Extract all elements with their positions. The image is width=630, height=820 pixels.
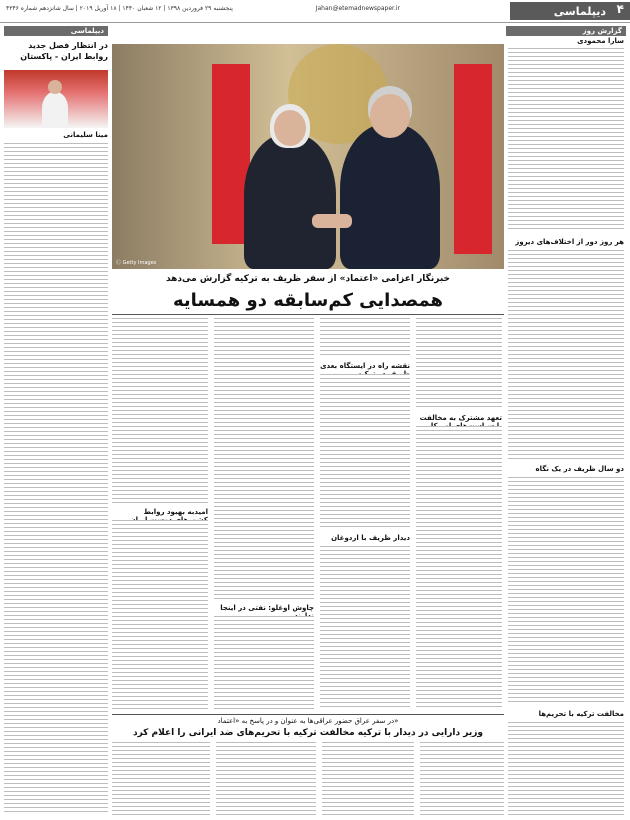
main-col3-text-2 (214, 616, 314, 710)
speaker-face (48, 80, 62, 94)
person-left-face (274, 110, 306, 146)
person-right-face (370, 94, 410, 138)
main-subhead-4: امیدبه بهبود روابط (143, 508, 208, 516)
main-subhead-2: تعهد مشترک به مخالفت (419, 414, 502, 422)
left-column-text (4, 143, 108, 815)
flag-right (454, 64, 492, 254)
section-name: دیپلماسی (553, 4, 606, 18)
right-column-text-4 (508, 722, 624, 816)
person-right-body (340, 124, 440, 269)
email: Jahan@etemadnewspaper.ir (315, 5, 400, 12)
date-line: پنجشنبه ۲۹ فروردین ۱۳۹۸ | ۱۲ شعبان ۱۴۴۰ | ۱۸ آوریل ۲۰۱۹ | سال شانزدهم شماره ۴۳۴۶ (6, 5, 233, 12)
left-column-photo (4, 70, 108, 128)
main-photo (112, 44, 504, 269)
photo-credit: Ⓒ Getty Images (116, 260, 157, 266)
right-column-author: سارا محمودی (577, 37, 624, 45)
bottom-kicker: در سفر عراق حضور عراقی‌ها به عنوان و در پاسخ به «اعتماد» (217, 717, 399, 725)
right-column-text-2 (508, 250, 624, 460)
main-col2-text (320, 318, 410, 358)
masthead (0, 0, 630, 23)
main-subhead-3: دیدار ظریف با اردوغان (331, 534, 410, 542)
page-number: ۴ (616, 2, 624, 16)
main-kicker: خبرنگار اعزامی «اعتماد» از سفر ظریف به ترکیه گزارش می‌دهد (165, 274, 451, 284)
left-column-author: مینا سلیمانی (63, 131, 108, 139)
main-col4-text (112, 318, 208, 504)
main-col1-text (416, 318, 502, 410)
main-col3-text (214, 318, 314, 600)
section-tag (510, 2, 630, 20)
bottom-col1-text (420, 742, 504, 816)
bottom-col3-text (216, 742, 316, 816)
right-subhead-3: مخالفت ترکیه با تحریم‌ها (538, 710, 624, 718)
main-col4-text-2 (112, 520, 208, 710)
main-subhead-1: نقشه راه در ایستگاه بعدی (320, 362, 410, 370)
bottom-rule (112, 714, 504, 715)
bottom-col2-text (322, 742, 414, 816)
right-column-text (508, 48, 624, 232)
main-headline: همصدایی کم‌سابقه دو همسایه (172, 290, 444, 311)
main-col2-text-2 (320, 374, 410, 530)
main-col2-text-3 (320, 546, 410, 710)
right-column-text-3 (508, 477, 624, 705)
main-col1-text-2 (416, 426, 502, 710)
left-column-header: دیپلماسی (4, 26, 108, 36)
headline-rule (112, 314, 504, 315)
bottom-col4-text (112, 742, 210, 816)
speaker-figure (42, 92, 68, 128)
left-column-title: در انتظار فصل جدید روابط ایران - پاکستان (20, 41, 108, 61)
bottom-headline: وزیر دارایی در دیدار با ترکیه مخالفت ترکیه با تحریم‌های ضد ایرانی را اعلام کرد (132, 728, 484, 738)
right-column-header: گزارش روز (506, 26, 626, 36)
person-left-body (244, 134, 336, 269)
main-subhead-5: چاوش اوغلو: نفتی در اینجا (220, 604, 314, 612)
right-subhead-1: هر روز دور از اختلاف‌های دیروز (515, 238, 624, 246)
right-subhead-2: دو سال ظریف در یک نگاه (535, 465, 624, 473)
handshake (312, 214, 352, 228)
